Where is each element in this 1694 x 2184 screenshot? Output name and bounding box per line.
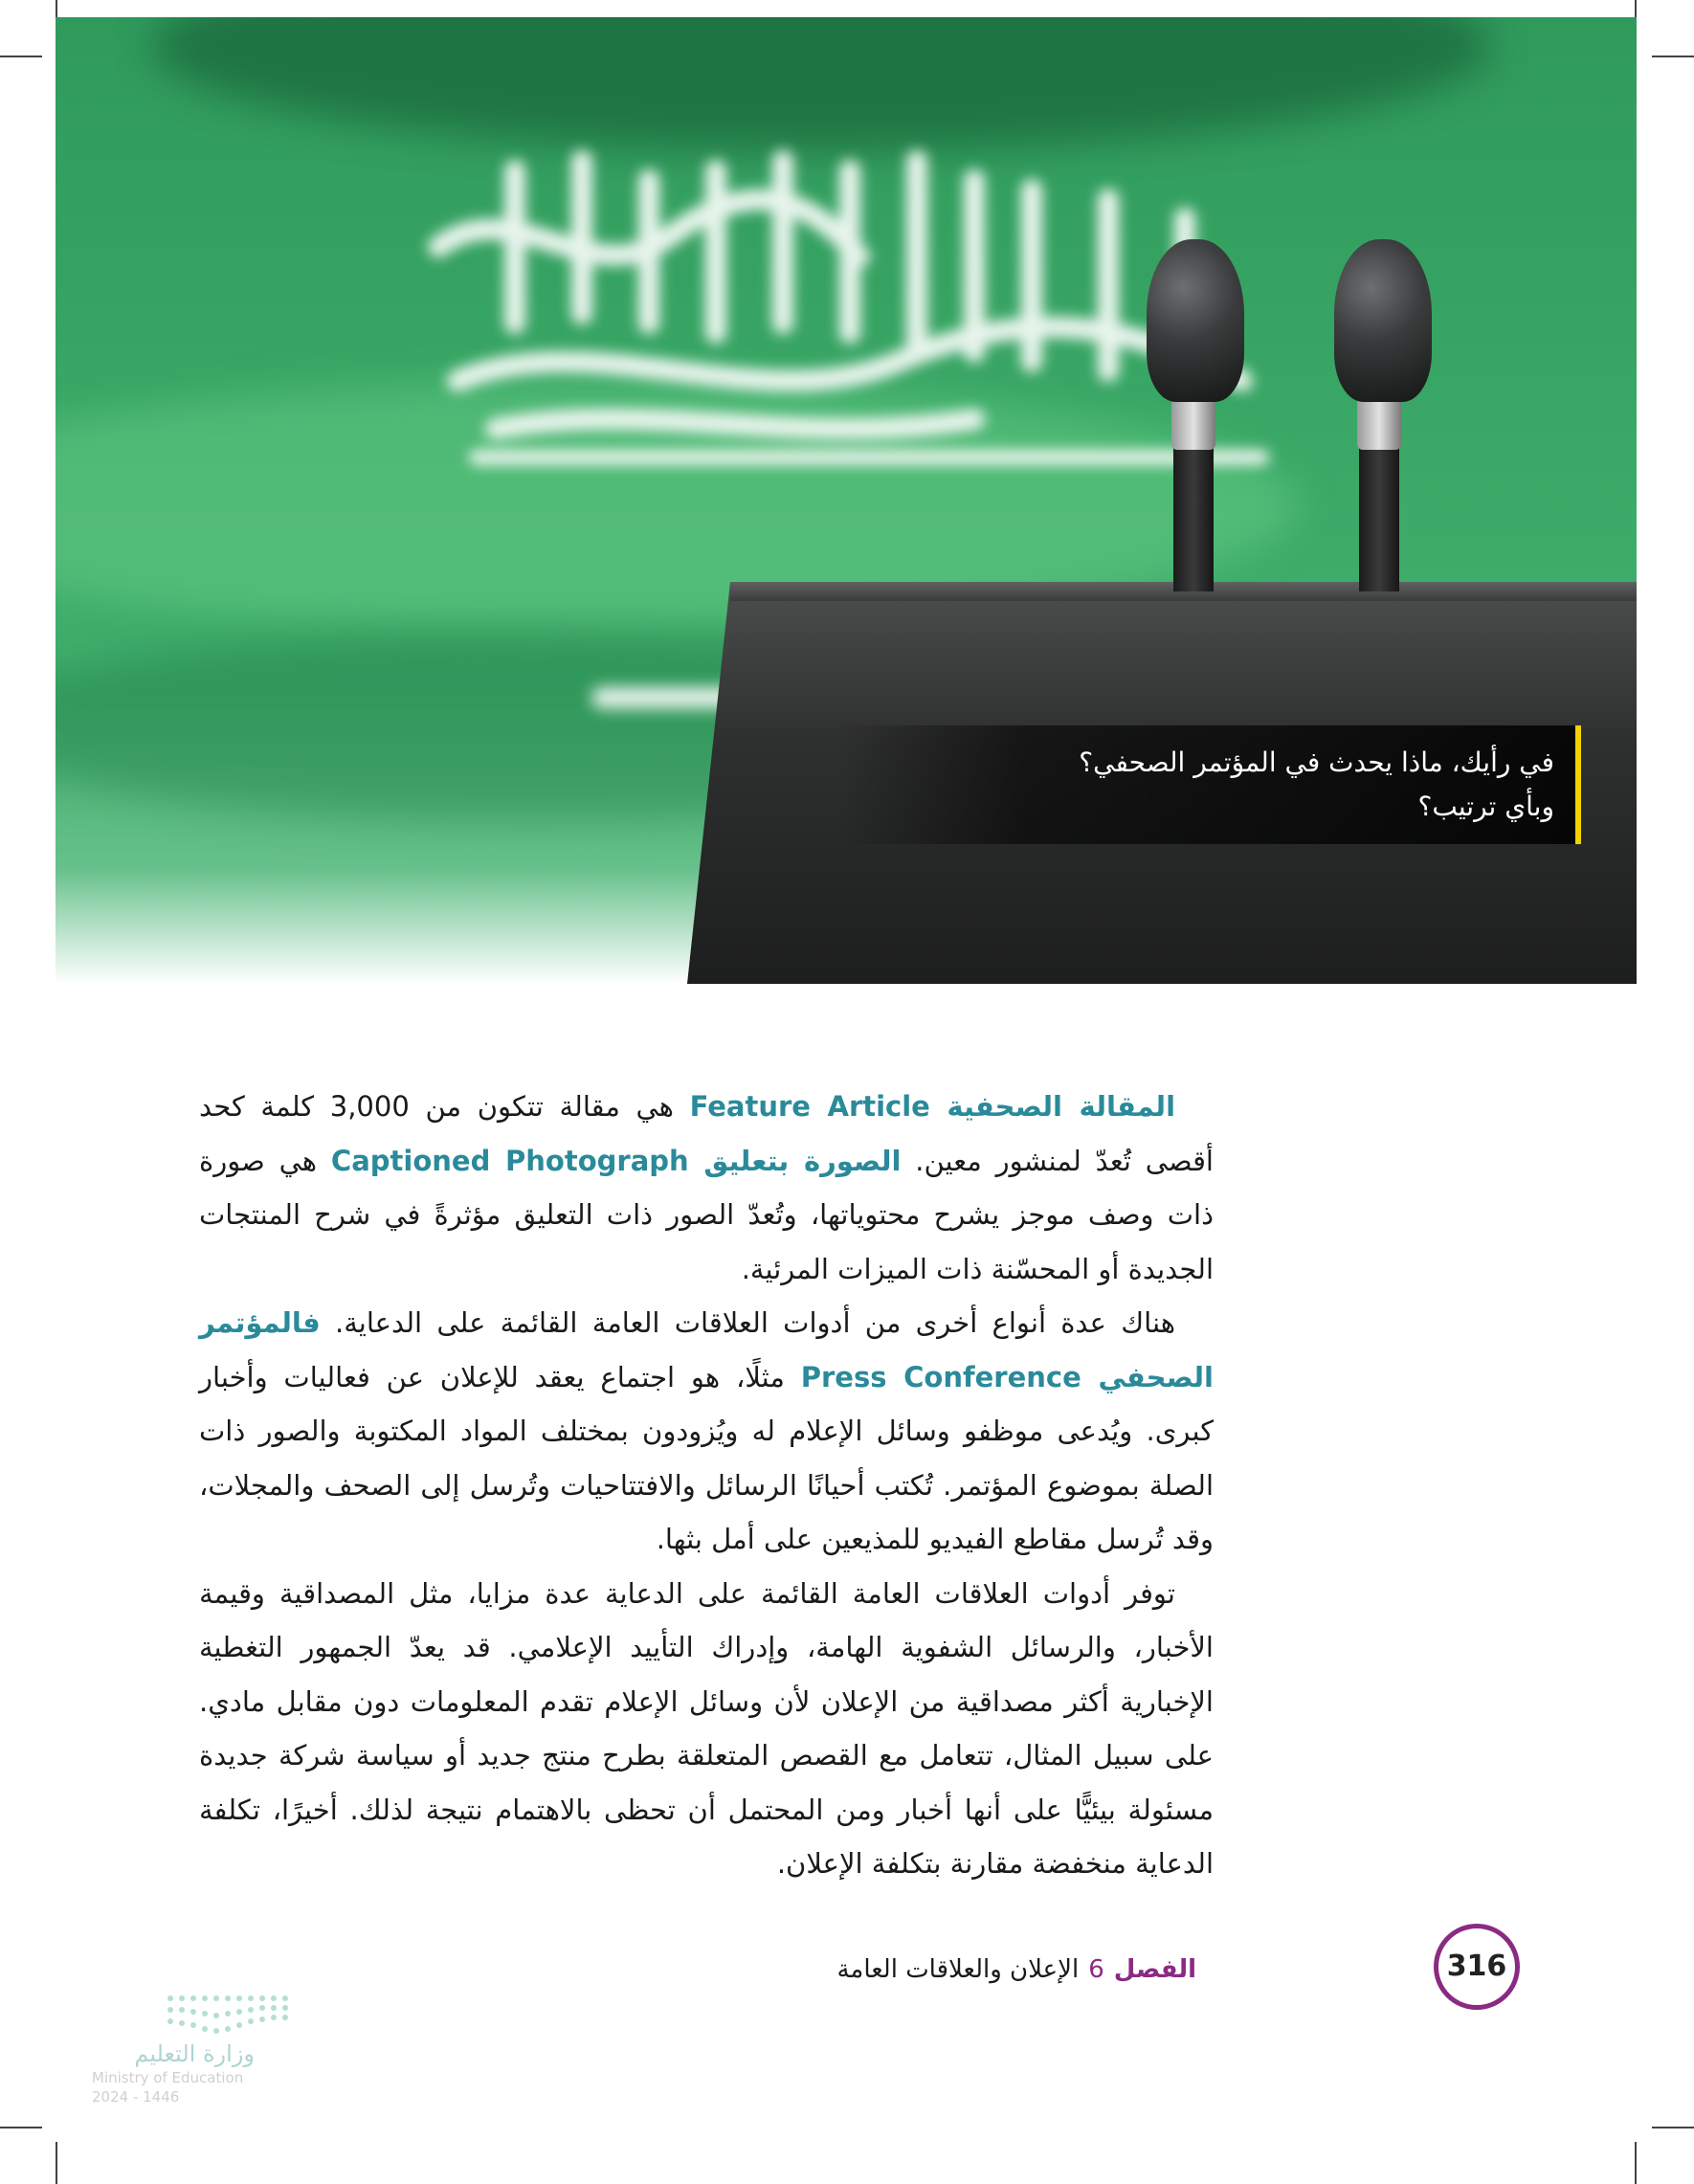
ministry-logo [92, 1989, 322, 2113]
ministry-logo-dots-icon [92, 1989, 322, 2040]
paragraph-text: مثلًا، هو اجتماع يعقد للإعلان عن فعاليات وأخبار كبرى. ويُدعى موظفو وسائل الإعلام له ويُزودون بمختلف المواد المكتوبة والصور ذات الصلة بموضوع المؤتمر. تُكتب أحيانًا الرسائل والافتتاحيات وتُرسل إلى الصحف والمجلات، وقد تُرسل مقاطع الفيديو للمذيعين على أمل بثها. [199, 1360, 1214, 1555]
ministry-name-english: Ministry of Education [92, 2069, 244, 2086]
ministry-name-arabic: وزارة التعليم [134, 2040, 255, 2067]
photo-caption-box [840, 725, 1581, 844]
paragraph-2 [199, 1296, 1214, 1567]
paragraph-text: هي مقالة تتكون من 3,000 كلمة كحد أقصى تُعدّ لمنشور معين. [199, 1090, 1214, 1177]
ministry-year: 2024 - 1446 [92, 2088, 180, 2106]
crop-mark [0, 56, 42, 57]
term-captioned-photograph: الصورة بتعليق Captioned Photograph [330, 1144, 902, 1177]
paragraph-1 [199, 1080, 1214, 1296]
photo-caption-line-2: وبأي ترتيب؟ [1417, 791, 1554, 822]
photo-caption-line-1: في رأيك، ماذا يحدث في المؤتمر الصحفي؟ [1079, 747, 1554, 778]
article-body [199, 1080, 1214, 1891]
chapter-title: الإعلان والعلاقات العامة [836, 1955, 1080, 1984]
paragraph-text: هناك عدة أنواع أخرى من أدوات العلاقات العامة القائمة على الدعاية. [320, 1306, 1175, 1339]
microphone-right [1334, 239, 1432, 402]
crop-mark [1635, 2142, 1637, 2184]
flag-fold-shadow [151, 17, 1491, 151]
chapter-footer [670, 1941, 1196, 1998]
term-feature-article: المقالة الصحفية Feature Article [689, 1090, 1176, 1123]
page-number: 316 [1434, 1924, 1520, 2010]
chapter-number: 6 [1088, 1955, 1104, 1984]
hero-photo [56, 17, 1637, 984]
crop-mark [56, 2142, 57, 2184]
crop-mark [1652, 2127, 1694, 2128]
microphone-left [1147, 239, 1244, 402]
term-press-conference: فالمؤتمر الصحفي Press Conference [199, 1306, 1214, 1393]
paragraph-3: توفر أدوات العلاقات العامة القائمة على الدعاية عدة مزايا، مثل المصداقية وقيمة الأخبار، والرسائل الشفوية الهامة، وإدراك التأييد الإعلامي. قد يعدّ الجمهور التغطية الإخبارية أكثر مصداقية من الإعلان لأن وسائل الإعلام تقدم المعلومات دون مقابل مادي. على سبيل المثال، تتعامل مع القصص المتعلقة بطرح منتج جديد أو سياسة شركة جديدة مسئولة بيئيًّا على أنها أخبار ومن المحتمل أن تحظى بالاهتمام نتيجة لذلك. أخيرًا، تكلفة الدعاية منخفضة مقارنة بتكلفة الإعلان. [199, 1576, 1214, 1880]
crop-mark [1652, 56, 1694, 57]
chapter-label: الفصل [1113, 1955, 1196, 1984]
crop-mark [0, 2127, 42, 2128]
paragraph-text: هي صورة ذات وصف موجز يشرح محتوياتها، وتُعدّ الصور ذات التعليق مؤثرةً في شرح المنتجات الجديدة أو المحسّنة ذات الميزات المرئية. [199, 1144, 1214, 1285]
